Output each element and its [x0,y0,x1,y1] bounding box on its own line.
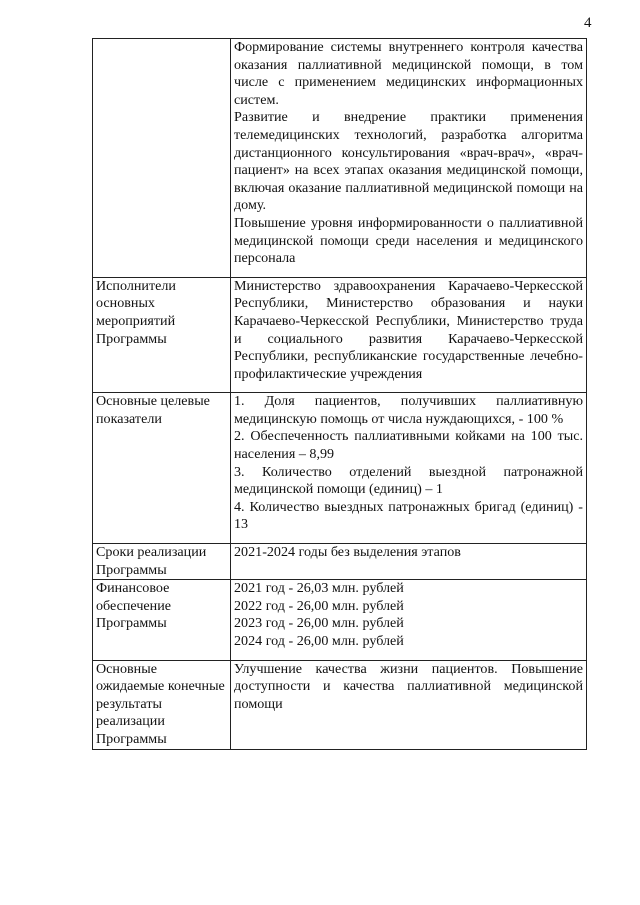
table-row-timeline [93,544,587,580]
funding-line: 2024 год - 26,00 млн. рублей [234,633,404,649]
indicator-item: 4. Количество выездных патронажных бригад (единиц) - 13 [234,498,583,533]
paragraph: 2021-2024 годы без выделения этапов [234,544,461,561]
table-row-funding [93,580,587,660]
row-label [93,39,231,278]
table-row-expected-results [93,660,587,749]
row-value [231,277,587,393]
paragraph: Развитие и внедрение практики применения телемедицинских технологий, разработка алгоритма дистанционного консультирования «врач-врач», «врач-пациент» на всех этапах оказания медицинской помощи, включая оказание паллиативной медицинской помощи на дому. [234,109,583,214]
program-passport-table [92,38,587,750]
table-row-target-indicators [93,393,587,544]
paragraph: Повышение уровня информированности о паллиативной медицинской помощи среди населения и медицинского персонала [234,214,583,267]
row-value [231,39,587,278]
row-value [231,660,587,749]
indicator-item: 1. Доля пациентов, получивших паллиативную медицинскую помощь от числа нуждающихся, - 100 % [234,393,583,427]
paragraph: Улучшение качества жизни пациентов. Повышение доступности и качества паллиативной медицинской помощи [234,660,583,712]
paragraph: Министерство здравоохранения Карачаево-Черкесской Республики, Министерство образования и науки Карачаево-Черкесской Республики, Министерство труда и социального развития Карачаево-Черкесской Республики, республиканские государственные лечебно-профилактические учреждения [234,277,583,382]
row-label: Финансовое обеспечение Программы [93,580,231,660]
row-label: Основные ожидаемые конечные результаты реализации Программы [93,660,231,749]
funding-line: 2022 год - 26,00 млн. рублей [234,597,404,614]
funding-line: 2021 год - 26,03 млн. рублей [234,580,404,597]
paragraph: Формирование системы внутреннего контроля качества оказания паллиативной медицинской помощи, в том числе с применением медицинских информационных систем. [234,39,583,108]
funding-line: 2023 год - 26,00 млн. рублей [234,615,404,632]
row-value [231,580,587,660]
table-row-executors [93,277,587,393]
indicator-item: 2. Обеспеченность паллиативными койками на 100 тыс. населения – 8,99 [234,428,583,463]
row-value [231,544,587,580]
row-label: Основные целевые показатели [93,393,231,544]
row-label: Сроки реализации Программы [93,544,231,580]
page-number: 4 [584,15,592,31]
table-row-objectives-continued [93,39,587,278]
indicator-item: 3. Количество отделений выездной патронажной медицинской помощи (единиц) – 1 [234,463,583,498]
row-label: Исполнители основных мероприятий Программы [93,277,231,393]
row-value [231,393,587,544]
